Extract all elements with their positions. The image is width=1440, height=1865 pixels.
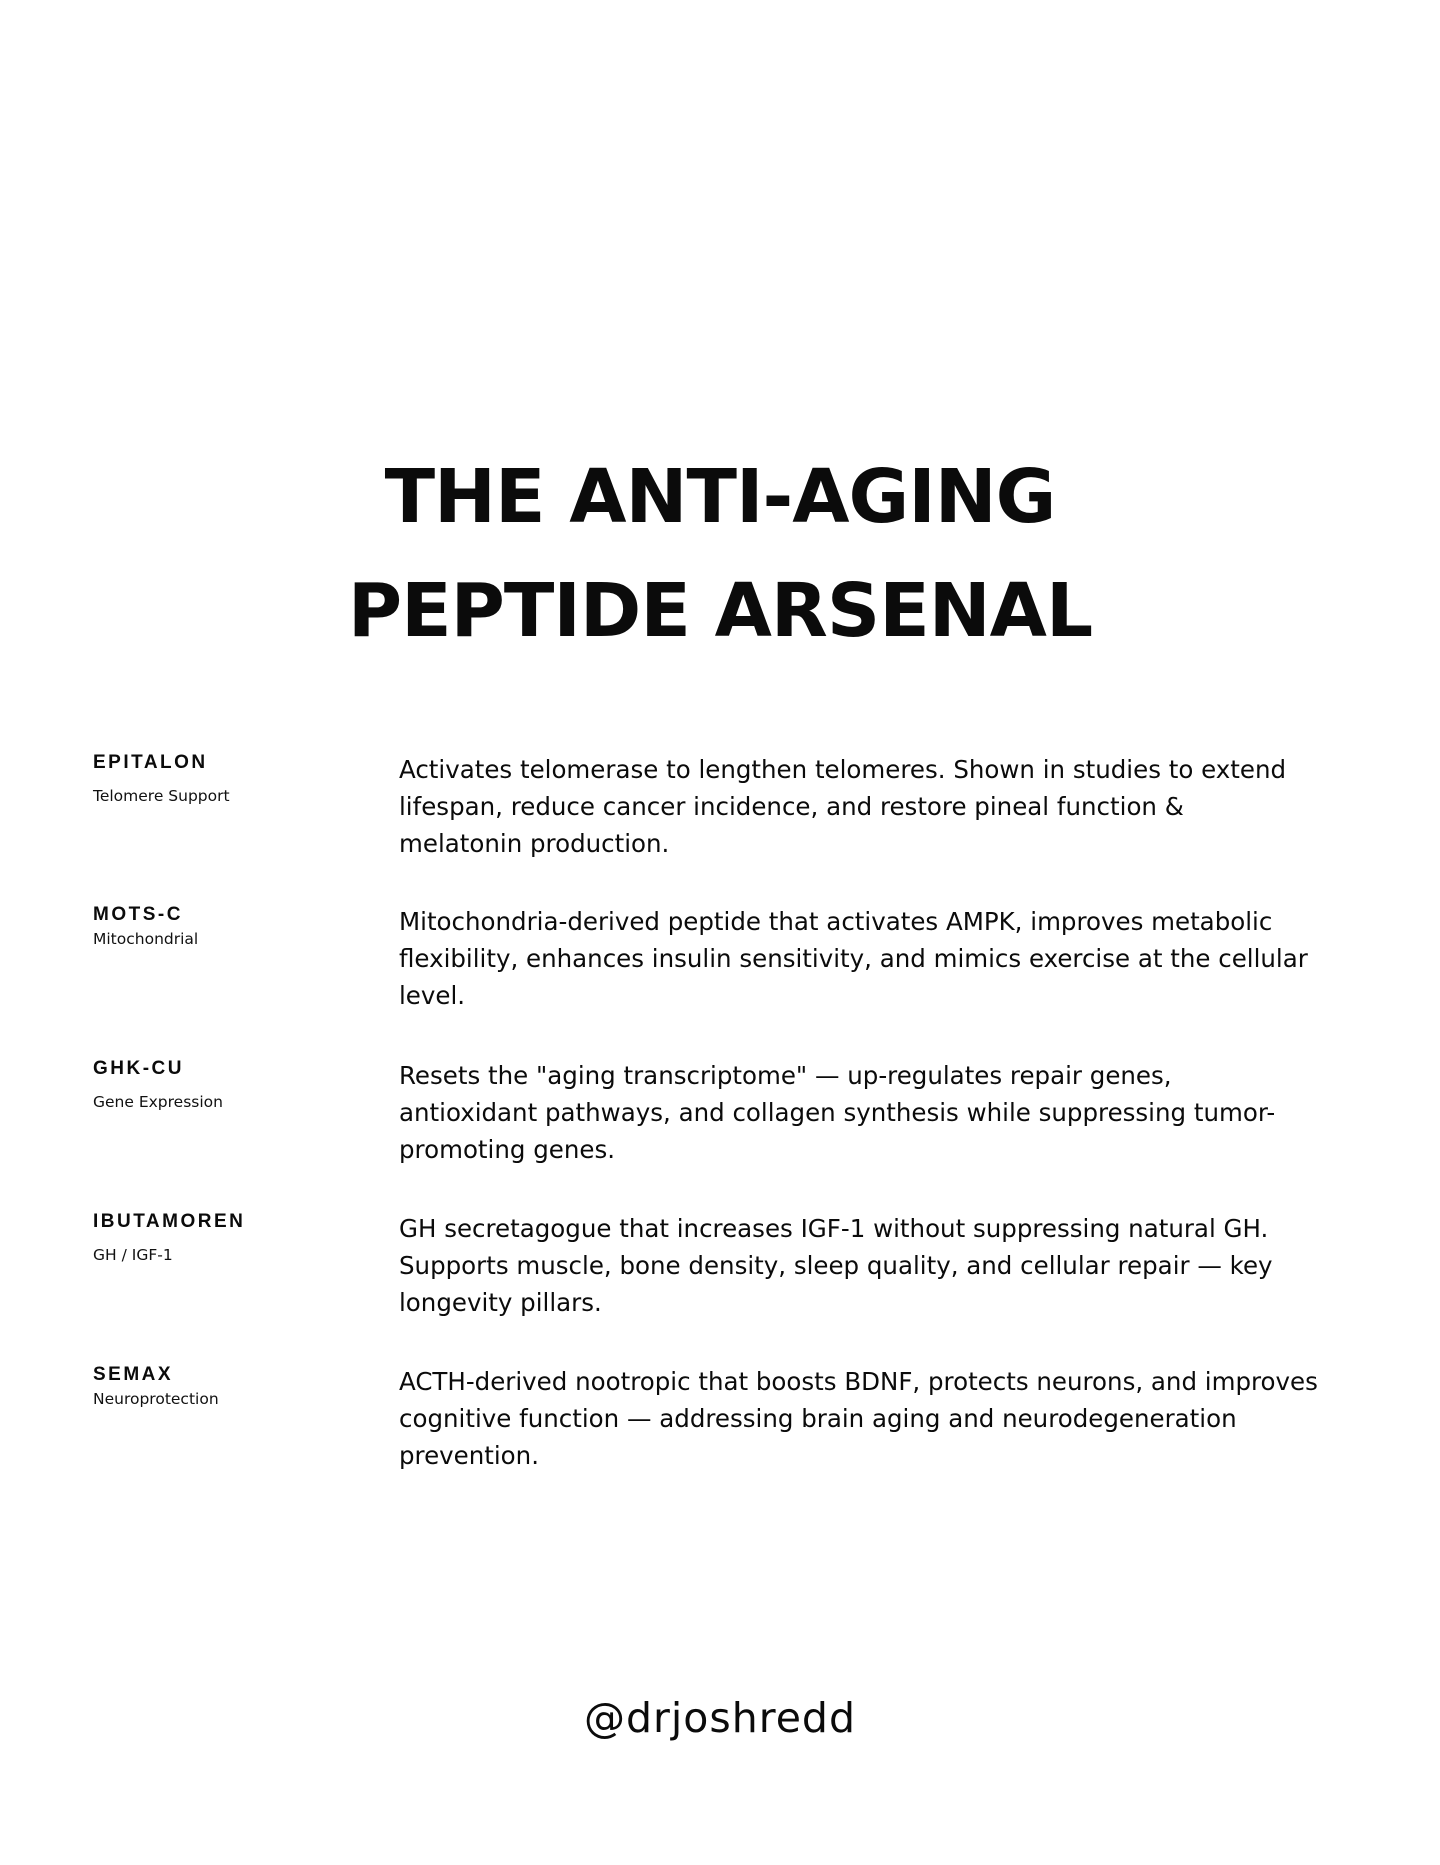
description-line: melatonin production. (399, 829, 670, 858)
description-line: lifespan, reduce cancer incidence, and restore pineal function & (399, 792, 1184, 821)
description-line: ACTH-derived nootropic that boosts BDNF, protects neurons, and improves (399, 1367, 1318, 1396)
peptide-name: IBUTAMOREN (93, 1211, 246, 1232)
peptide-category: GH / IGF-1 (93, 1246, 173, 1264)
peptide-name: MOTS-C (93, 904, 183, 925)
description-line: Mitochondria-derived peptide that activates AMPK, improves metabolic (399, 907, 1273, 936)
description-line: cognitive function — addressing brain aging and neurodegeneration (399, 1404, 1237, 1433)
peptide-name: GHK-CU (93, 1058, 184, 1079)
author-handle: @drjoshredd (584, 1694, 856, 1742)
description-line: longevity pillars. (399, 1288, 602, 1317)
peptide-category: Gene Expression (93, 1093, 223, 1111)
peptide-description (399, 1363, 1359, 1474)
description-line: GH secretagogue that increases IGF-1 without suppressing natural GH. (399, 1214, 1269, 1243)
peptide-category: Mitochondrial (93, 930, 199, 948)
page-title (0, 440, 1440, 668)
peptide-description (399, 751, 1359, 862)
page-title-line-1: THE ANTI-AGING (384, 454, 1056, 540)
description-line: Supports muscle, bone density, sleep quality, and cellular repair — key (399, 1251, 1273, 1280)
description-line: promoting genes. (399, 1135, 615, 1164)
peptide-category: Neuroprotection (93, 1390, 219, 1408)
description-line: flexibility, enhances insulin sensitivity, and mimics exercise at the cellular (399, 944, 1308, 973)
peptide-description (399, 1210, 1359, 1321)
description-line: level. (399, 981, 466, 1010)
peptide-description (399, 903, 1359, 1014)
description-line: prevention. (399, 1441, 539, 1470)
description-line: antioxidant pathways, and collagen synthesis while suppressing tumor- (399, 1098, 1276, 1127)
peptide-name: EPITALON (93, 752, 208, 773)
description-line: Resets the "aging transcriptome" — up-regulates repair genes, (399, 1061, 1172, 1090)
page-title-line-2: PEPTIDE ARSENAL (347, 568, 1093, 654)
description-line: Activates telomerase to lengthen telomeres. Shown in studies to extend (399, 755, 1287, 784)
peptide-description (399, 1057, 1359, 1168)
peptide-name: SEMAX (93, 1364, 174, 1385)
peptide-category: Telomere Support (93, 787, 230, 805)
